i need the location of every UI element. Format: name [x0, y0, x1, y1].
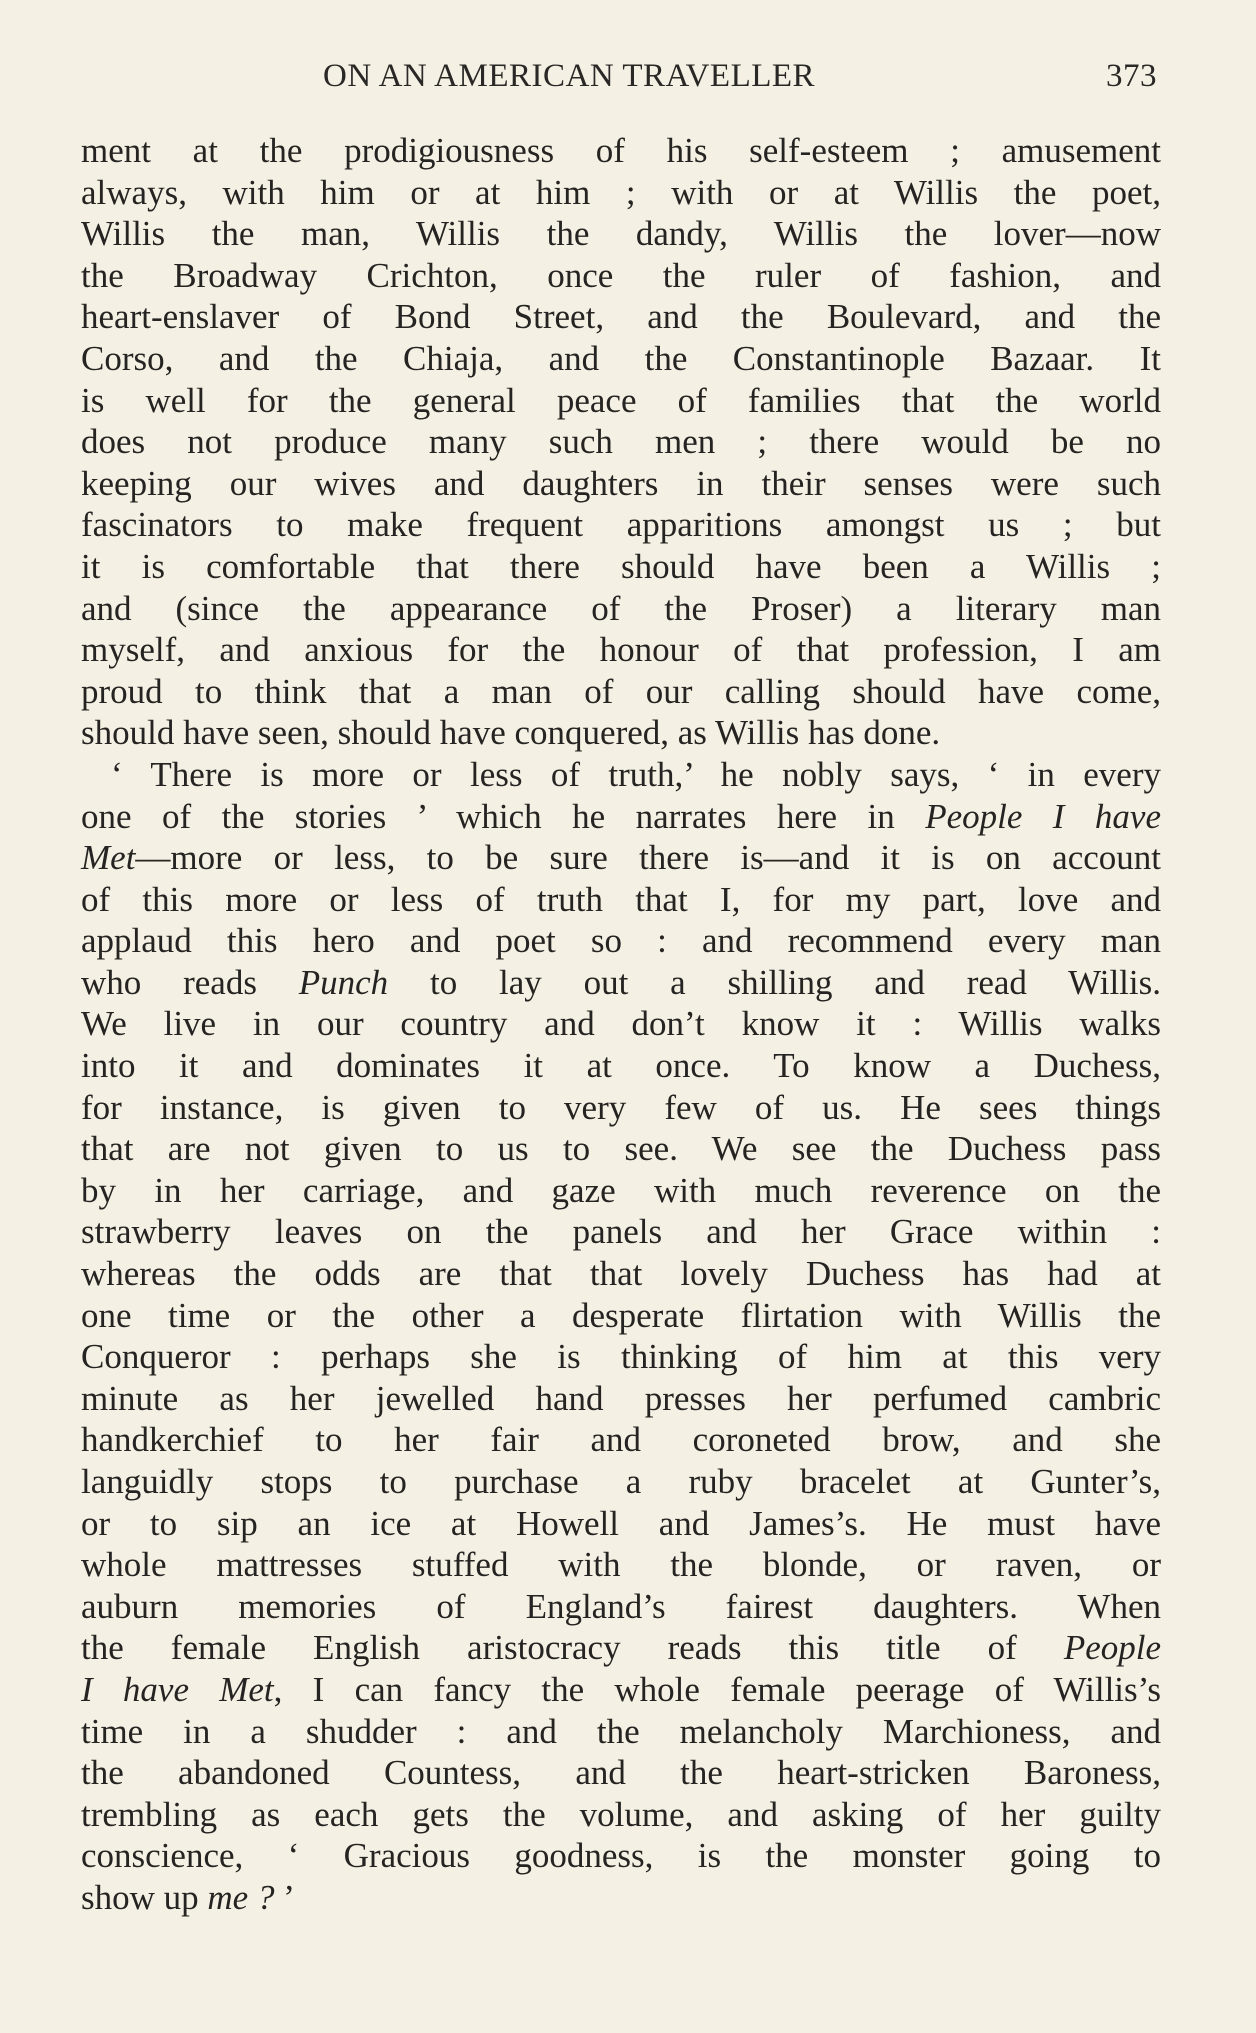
- text-line: whereas the odds are that that lovely Duchess has had at: [81, 1254, 1161, 1294]
- text-line: keeping our wives and daughters in their senses were such: [81, 463, 1161, 503]
- text-line: applaud this hero and poet so : and recommend every man: [81, 921, 1161, 961]
- text-line: into it and dominates it at once. To know a Duchess,: [81, 1046, 1161, 1086]
- text-line: one time or the other a desperate flirtation with Willis the: [81, 1295, 1161, 1335]
- text-line: languidly stops to purchase a ruby bracelet at Gunter’s,: [81, 1462, 1161, 1501]
- italic-title: I have Met: [81, 1669, 274, 1709]
- text-line: or to sip an ice at Howell and James’s. He must have: [81, 1503, 1161, 1543]
- text-line: time in a shudder : and the melancholy Marchioness, and: [81, 1711, 1161, 1751]
- text-line: ment at the prodigiousness of his self-esteem ; amusement: [81, 131, 1161, 170]
- text-line: for instance, is given to very few of us. He sees things: [81, 1087, 1161, 1127]
- italic-title: People: [1063, 1628, 1161, 1668]
- paragraph-start-line: ‘ There is more or less of truth,’ he nobly says, ‘ in every: [111, 754, 1161, 794]
- italic-word: me ?: [207, 1877, 275, 1917]
- italic-title: Met: [81, 838, 136, 878]
- text-line: the Broadway Crichton, once the ruler of fashion, and: [81, 255, 1161, 295]
- page-number: 373: [1106, 58, 1157, 94]
- text-line: handkerchief to her fair and coroneted brow, and she: [81, 1420, 1161, 1460]
- text-line: auburn memories of England’s fairest daughters. When: [81, 1586, 1161, 1626]
- text-line: that are not given to us to see. We see the Duchess pass: [81, 1129, 1161, 1169]
- text-line: I have Met, I can fancy the whole female peerage of Willis’s: [81, 1669, 1161, 1709]
- text-line: fascinators to make frequent apparitions amongst us ; but: [81, 505, 1161, 545]
- text-line: We live in our country and don’t know it : Willis walks: [81, 1004, 1161, 1044]
- text-line: always, with him or at him ; with or at Willis the poet,: [81, 172, 1161, 212]
- text-line: heart-enslaver of Bond Street, and the Boulevard, and the: [81, 297, 1161, 337]
- body-text: [81, 130, 1161, 1919]
- text-line: and (since the appearance of the Proser) a literary man: [81, 588, 1161, 628]
- text-line: by in her carriage, and gaze with much reverence on the: [81, 1170, 1161, 1210]
- italic-title: Punch: [298, 962, 389, 1002]
- text-line: myself, and anxious for the honour of that profession, I am: [81, 630, 1161, 670]
- text-line: Corso, and the Chiaja, and the Constantinople Bazaar. It: [81, 338, 1161, 378]
- text-line: it is comfortable that there should have been a Willis ;: [81, 546, 1161, 586]
- running-head: [0, 50, 1256, 100]
- text-line: Conqueror : perhaps she is thinking of him at this very: [81, 1337, 1161, 1377]
- text-line: trembling as each gets the volume, and asking of her guilty: [81, 1794, 1161, 1834]
- text-line: strawberry leaves on the panels and her Grace within :: [81, 1212, 1161, 1252]
- paragraph-end-line: should have seen, should have conquered, as Willis has done.: [81, 713, 941, 753]
- text-line: of this more or less of truth that I, for my part, love and: [81, 879, 1161, 919]
- text-line: Met—more or less, to be sure there is—and it is on account: [81, 838, 1161, 878]
- running-title: ON AN AMERICAN TRAVELLER: [323, 58, 816, 94]
- text-line: one of the stories ’ which he narrates here in People I have: [81, 796, 1161, 836]
- text-line: conscience, ‘ Gracious goodness, is the monster going to: [81, 1836, 1161, 1876]
- text-line: proud to think that a man of our calling should have come,: [81, 671, 1161, 711]
- text-line: does not produce many such men ; there would be no: [81, 422, 1161, 462]
- paragraph-end-line: show up me ? ’: [81, 1877, 295, 1917]
- text-line: is well for the general peace of families that the world: [81, 380, 1161, 420]
- text-line: the abandoned Countess, and the heart-stricken Baroness,: [81, 1753, 1161, 1793]
- text-line: who reads Punch to lay out a shilling and read Willis.: [81, 962, 1161, 1002]
- text-line: the female English aristocracy reads this title of People: [81, 1628, 1161, 1668]
- italic-title: People I have: [925, 796, 1161, 836]
- text-line: minute as her jewelled hand presses her perfumed cambric: [81, 1378, 1161, 1418]
- text-line: whole mattresses stuffed with the blonde, or raven, or: [81, 1545, 1161, 1585]
- text-line: Willis the man, Willis the dandy, Willis the lover—now: [81, 214, 1161, 254]
